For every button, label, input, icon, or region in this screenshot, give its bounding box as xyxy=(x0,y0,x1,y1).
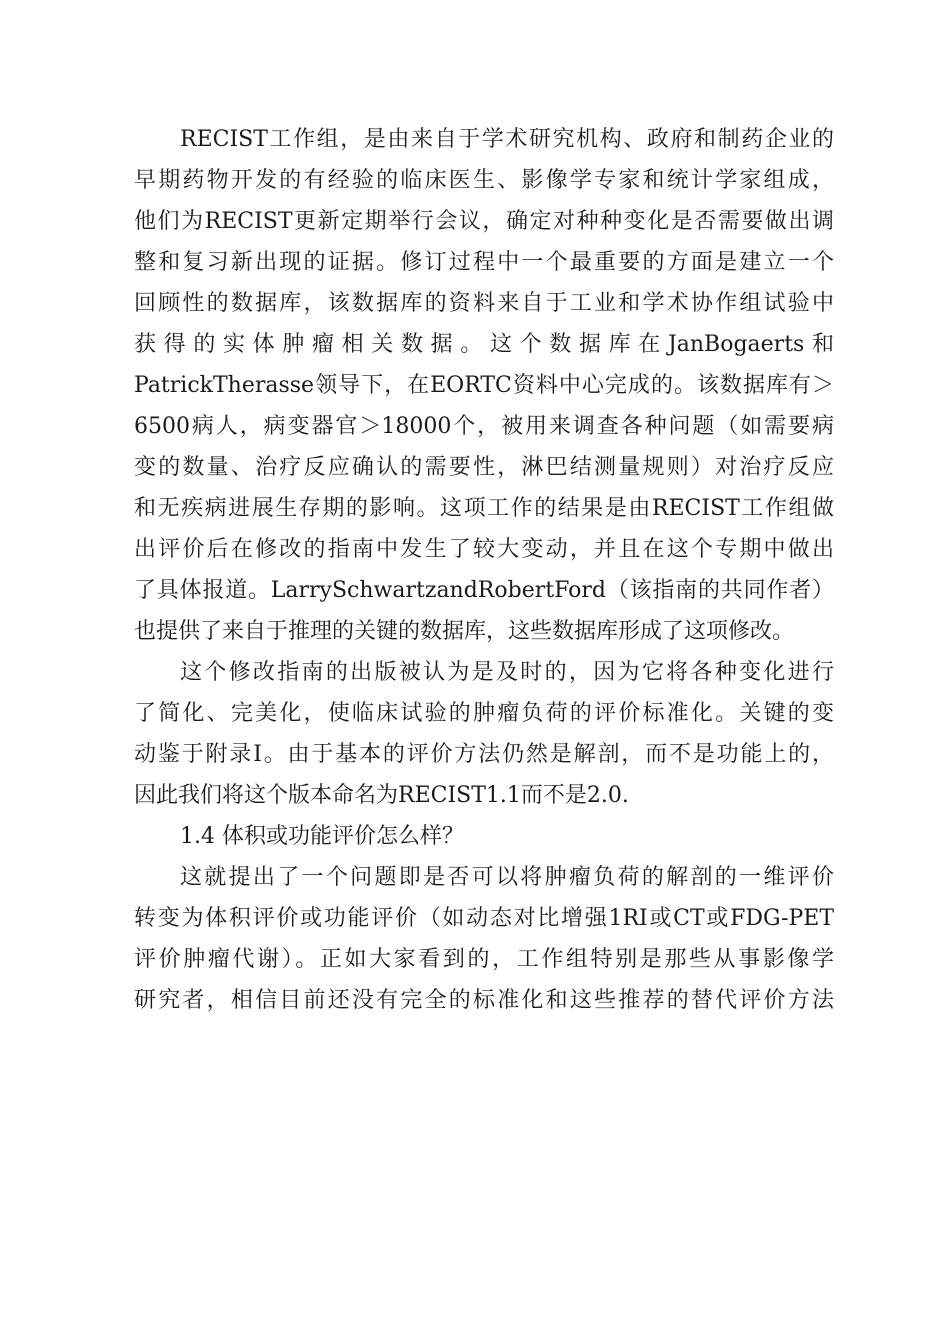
text-line: 获得的实体肿瘤相关数据。这个数据库在JanBogaerts和 xyxy=(134,332,834,357)
text-line: 整和复习新出现的证据。修订过程中一个最重要的方面是建立一个 xyxy=(134,250,834,275)
text-line: 回顾性的数据库，该数据库的资料来自于工业和学术协作组试验中 xyxy=(134,291,834,316)
text-line: 和无疾病进展生存期的影响。这项工作的结果是由RECIST工作组做 xyxy=(134,496,834,521)
text-line: 出评价后在修改的指南中发生了较大变动，并且在这个专期中做出 xyxy=(134,537,834,562)
text-line: 他们为RECIST更新定期举行会议，确定对种种变化是否需要做出调 xyxy=(134,209,834,234)
text-line: 6500病人，病变器官＞18000个，被用来调查各种问题（如需要病 xyxy=(134,414,834,439)
text-line: 了具体报道。LarrySchwartzandRobertFord（该指南的共同作者） xyxy=(134,578,834,603)
paragraph-guideline-publication xyxy=(134,652,834,816)
section-heading xyxy=(134,816,834,857)
paragraph-volumetric-functional xyxy=(134,857,834,1021)
text-line: 也提供了来自于推理的关键的数据库，这些数据库形成了这项修改。 xyxy=(134,619,795,644)
text-line: PatrickTherasse领导下，在EORTC资料中心完成的。该数据库有＞ xyxy=(134,373,834,398)
document-body xyxy=(134,119,834,1021)
paragraph-recist-working-group xyxy=(134,119,834,652)
text-line: 转变为体积评价或功能评价（如动态对比增强1RI或CT或FDG-PET xyxy=(134,906,834,931)
text-line: 这个修改指南的出版被认为是及时的，因为它将各种变化进行 xyxy=(180,660,834,685)
text-line: 早期药物开发的有经验的临床医生、影像学专家和统计学家组成， xyxy=(134,168,834,193)
text-line: 研究者，相信目前还没有完全的标准化和这些推荐的替代评价方法 xyxy=(134,988,834,1013)
section-heading-text: 1.4 体积或功能评价怎么样？ xyxy=(180,824,464,849)
text-line: 评价肿瘤代谢）。正如大家看到的，工作组特别是那些从事影像学 xyxy=(134,947,834,972)
text-line: 变的数量、治疗反应确认的需要性，淋巴结测量规则）对治疗反应 xyxy=(134,455,834,480)
text-line: 这就提出了一个问题即是否可以将肿瘤负荷的解剖的一维评价 xyxy=(180,865,834,890)
text-line: 动鉴于附录I。由于基本的评价方法仍然是解剖，而不是功能上的， xyxy=(134,742,834,767)
text-line: 了简化、完美化，使临床试验的肿瘤负荷的评价标准化。关键的变 xyxy=(134,701,834,726)
text-line: RECIST工作组，是由来自于学术研究机构、政府和制药企业的 xyxy=(180,127,834,152)
text-line: 因此我们将这个版本命名为RECIST1.1而不是2.0. xyxy=(134,783,629,808)
